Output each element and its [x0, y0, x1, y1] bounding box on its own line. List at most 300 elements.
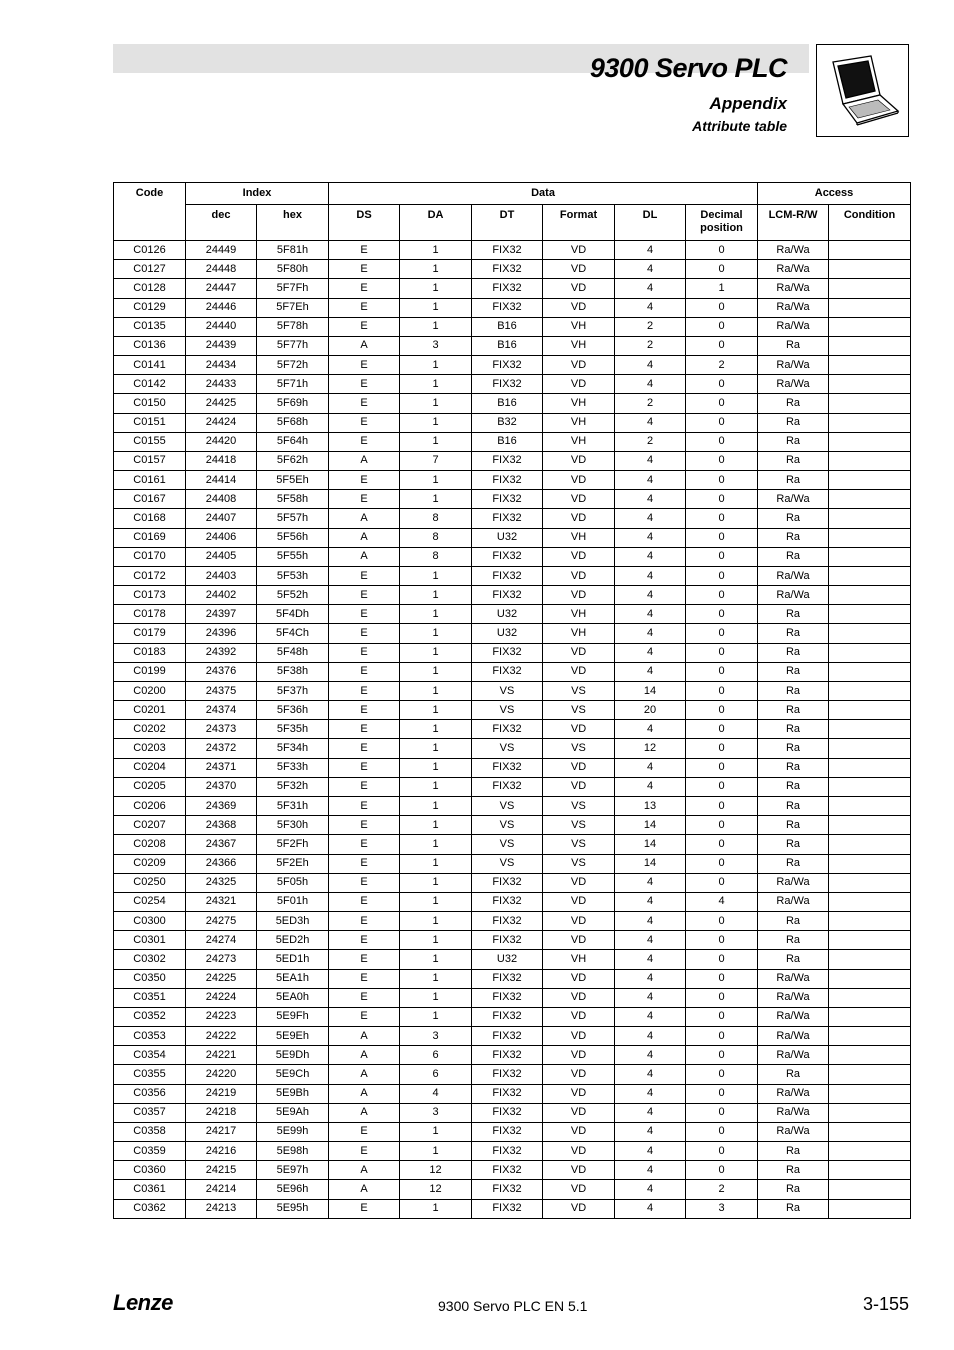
cell-code: C0183: [114, 643, 186, 662]
cell-code: C0151: [114, 413, 186, 432]
cell-da: 1: [400, 566, 472, 585]
cell-condition: [829, 835, 911, 854]
cell-dec: 24374: [186, 701, 257, 720]
table-row: [114, 1007, 911, 1026]
cell-ds: E: [329, 471, 400, 490]
cell-dl: 4: [615, 528, 686, 547]
cell-code: C0351: [114, 988, 186, 1007]
table-row: [114, 336, 911, 355]
table-row: [114, 988, 911, 1007]
cell-decimal-position: 0: [686, 988, 758, 1007]
cell-code: C0201: [114, 701, 186, 720]
cell-dl: 4: [615, 260, 686, 279]
cell-format: VD: [543, 777, 615, 796]
table-row: [114, 1027, 911, 1046]
cell-format: VD: [543, 1180, 615, 1199]
cell-lcm-rw: Ra: [758, 816, 829, 835]
cell-format: VD: [543, 643, 615, 662]
cell-da: 8: [400, 547, 472, 566]
cell-dt: FIX32: [472, 1180, 543, 1199]
table-row: [114, 432, 911, 451]
laptop-icon: [816, 44, 909, 137]
cell-ds: A: [329, 509, 400, 528]
table-row: [114, 317, 911, 336]
cell-code: C0167: [114, 490, 186, 509]
cell-dec: 24446: [186, 298, 257, 317]
cell-ds: E: [329, 931, 400, 950]
cell-hex: 5F4Ch: [257, 624, 329, 643]
cell-hex: 5F64h: [257, 432, 329, 451]
cell-ds: E: [329, 701, 400, 720]
cell-lcm-rw: Ra: [758, 528, 829, 547]
cell-condition: [829, 605, 911, 624]
cell-code: C0301: [114, 931, 186, 950]
cell-format: VH: [543, 605, 615, 624]
cell-condition: [829, 758, 911, 777]
cell-dl: 4: [615, 777, 686, 796]
cell-da: 1: [400, 1142, 472, 1161]
cell-ds: E: [329, 1007, 400, 1026]
cell-da: 1: [400, 1122, 472, 1141]
cell-format: VD: [543, 1027, 615, 1046]
cell-dt: FIX32: [472, 758, 543, 777]
cell-lcm-rw: Ra/Wa: [758, 490, 829, 509]
table-row: [114, 1199, 911, 1218]
cell-condition: [829, 1199, 911, 1218]
cell-dl: 4: [615, 375, 686, 394]
cell-hex: 5F55h: [257, 547, 329, 566]
cell-lcm-rw: Ra: [758, 739, 829, 758]
table-row: [114, 547, 911, 566]
cell-dl: 14: [615, 816, 686, 835]
cell-lcm-rw: Ra: [758, 950, 829, 969]
cell-da: 1: [400, 490, 472, 509]
cell-ds: E: [329, 279, 400, 298]
cell-ds: E: [329, 432, 400, 451]
cell-dl: 2: [615, 432, 686, 451]
cell-dt: FIX32: [472, 720, 543, 739]
lenze-logo: Lenze: [113, 1290, 173, 1315]
cell-da: 1: [400, 432, 472, 451]
cell-dl: 4: [615, 1103, 686, 1122]
cell-lcm-rw: Ra: [758, 777, 829, 796]
cell-ds: A: [329, 547, 400, 566]
table-row: [114, 1142, 911, 1161]
cell-format: VH: [543, 394, 615, 413]
cell-dec: 24373: [186, 720, 257, 739]
cell-format: VS: [543, 681, 615, 700]
cell-ds: E: [329, 356, 400, 375]
cell-dl: 4: [615, 1161, 686, 1180]
cell-lcm-rw: Ra: [758, 796, 829, 815]
cell-dec: 24403: [186, 566, 257, 585]
cell-dl: 4: [615, 969, 686, 988]
cell-dec: 24321: [186, 892, 257, 911]
cell-hex: 5ED1h: [257, 950, 329, 969]
cell-format: VD: [543, 988, 615, 1007]
cell-lcm-rw: Ra: [758, 701, 829, 720]
cell-ds: E: [329, 1142, 400, 1161]
table-row: [114, 931, 911, 950]
cell-decimal-position: 0: [686, 681, 758, 700]
table-row: [114, 451, 911, 470]
cell-format: VD: [543, 662, 615, 681]
cell-dec: 24439: [186, 336, 257, 355]
column-header-condition: Condition: [829, 205, 911, 241]
cell-condition: [829, 950, 911, 969]
cell-dl: 14: [615, 681, 686, 700]
cell-hex: 5F77h: [257, 336, 329, 355]
cell-lcm-rw: Ra/Wa: [758, 586, 829, 605]
cell-da: 1: [400, 241, 472, 260]
cell-code: C0302: [114, 950, 186, 969]
cell-ds: E: [329, 413, 400, 432]
cell-ds: E: [329, 298, 400, 317]
cell-dt: FIX32: [472, 586, 543, 605]
header-row-groups: [114, 183, 911, 205]
table-row: [114, 1046, 911, 1065]
cell-dt: B16: [472, 394, 543, 413]
page-title: 9300 Servo PLC: [589, 53, 787, 83]
cell-lcm-rw: Ra: [758, 854, 829, 873]
cell-dt: U32: [472, 624, 543, 643]
table-row: [114, 892, 911, 911]
cell-condition: [829, 375, 911, 394]
cell-decimal-position: 0: [686, 547, 758, 566]
cell-format: VD: [543, 566, 615, 585]
cell-code: C0170: [114, 547, 186, 566]
cell-hex: 5F34h: [257, 739, 329, 758]
cell-hex: 5E9Dh: [257, 1046, 329, 1065]
cell-ds: E: [329, 566, 400, 585]
cell-dec: 24275: [186, 912, 257, 931]
table-row: [114, 816, 911, 835]
cell-dl: 4: [615, 451, 686, 470]
cell-lcm-rw: Ra/Wa: [758, 279, 829, 298]
cell-dec: 24414: [186, 471, 257, 490]
cell-code: C0136: [114, 336, 186, 355]
table-row: [114, 1084, 911, 1103]
cell-format: VS: [543, 816, 615, 835]
cell-format: VD: [543, 873, 615, 892]
cell-da: 1: [400, 1199, 472, 1218]
cell-code: C0155: [114, 432, 186, 451]
cell-dec: 24218: [186, 1103, 257, 1122]
cell-lcm-rw: Ra: [758, 432, 829, 451]
cell-da: 1: [400, 873, 472, 892]
cell-format: VS: [543, 796, 615, 815]
cell-da: 12: [400, 1161, 472, 1180]
cell-decimal-position: 0: [686, 816, 758, 835]
column-header-da: DA: [400, 205, 472, 241]
cell-ds: A: [329, 1084, 400, 1103]
cell-code: C0362: [114, 1199, 186, 1218]
cell-dec: 24369: [186, 796, 257, 815]
cell-dec: 24223: [186, 1007, 257, 1026]
table-row: [114, 605, 911, 624]
cell-condition: [829, 298, 911, 317]
cell-format: VD: [543, 490, 615, 509]
cell-dec: 24406: [186, 528, 257, 547]
cell-code: C0161: [114, 471, 186, 490]
cell-condition: [829, 892, 911, 911]
cell-dt: VS: [472, 701, 543, 720]
cell-dl: 2: [615, 317, 686, 336]
cell-dec: 24408: [186, 490, 257, 509]
cell-lcm-rw: Ra/Wa: [758, 317, 829, 336]
cell-dec: 24274: [186, 931, 257, 950]
cell-code: C0300: [114, 912, 186, 931]
cell-condition: [829, 1065, 911, 1084]
column-header-dl: DL: [615, 205, 686, 241]
cell-dt: FIX32: [472, 1027, 543, 1046]
cell-da: 1: [400, 701, 472, 720]
cell-ds: E: [329, 586, 400, 605]
cell-lcm-rw: Ra: [758, 394, 829, 413]
cell-code: C0135: [114, 317, 186, 336]
cell-dt: FIX32: [472, 471, 543, 490]
cell-format: VD: [543, 892, 615, 911]
cell-hex: 5E98h: [257, 1142, 329, 1161]
cell-ds: E: [329, 1199, 400, 1218]
cell-dl: 4: [615, 873, 686, 892]
table-row: [114, 375, 911, 394]
table-row: [114, 298, 911, 317]
cell-code: C0207: [114, 816, 186, 835]
cell-da: 1: [400, 375, 472, 394]
cell-ds: E: [329, 777, 400, 796]
cell-dl: 4: [615, 931, 686, 950]
cell-condition: [829, 643, 911, 662]
cell-dt: FIX32: [472, 988, 543, 1007]
cell-dec: 24214: [186, 1180, 257, 1199]
cell-ds: E: [329, 892, 400, 911]
table-row: [114, 394, 911, 413]
cell-lcm-rw: Ra/Wa: [758, 356, 829, 375]
cell-dec: 24407: [186, 509, 257, 528]
cell-da: 1: [400, 1007, 472, 1026]
cell-format: VD: [543, 586, 615, 605]
header-row-columns: [114, 205, 911, 241]
column-header-dec: dec: [186, 205, 257, 241]
cell-lcm-rw: Ra/Wa: [758, 969, 829, 988]
cell-decimal-position: 0: [686, 624, 758, 643]
cell-ds: E: [329, 375, 400, 394]
cell-da: 1: [400, 681, 472, 700]
cell-ds: A: [329, 1046, 400, 1065]
cell-code: C0204: [114, 758, 186, 777]
cell-dl: 4: [615, 605, 686, 624]
cell-decimal-position: 0: [686, 566, 758, 585]
cell-hex: 5F58h: [257, 490, 329, 509]
cell-condition: [829, 1046, 911, 1065]
cell-ds: E: [329, 241, 400, 260]
cell-ds: E: [329, 950, 400, 969]
cell-hex: 5ED3h: [257, 912, 329, 931]
cell-hex: 5E96h: [257, 1180, 329, 1199]
cell-code: C0352: [114, 1007, 186, 1026]
cell-lcm-rw: Ra: [758, 451, 829, 470]
cell-dec: 24366: [186, 854, 257, 873]
cell-decimal-position: 1: [686, 279, 758, 298]
cell-da: 4: [400, 1084, 472, 1103]
cell-decimal-position: 0: [686, 931, 758, 950]
cell-hex: 5EA1h: [257, 969, 329, 988]
cell-dl: 13: [615, 796, 686, 815]
cell-condition: [829, 624, 911, 643]
cell-format: VD: [543, 375, 615, 394]
cell-code: C0172: [114, 566, 186, 585]
cell-dl: 12: [615, 739, 686, 758]
cell-hex: 5E9Ch: [257, 1065, 329, 1084]
cell-format: VS: [543, 835, 615, 854]
table-row: [114, 566, 911, 585]
cell-dec: 24370: [186, 777, 257, 796]
cell-format: VD: [543, 931, 615, 950]
cell-da: 1: [400, 394, 472, 413]
cell-format: VD: [543, 241, 615, 260]
cell-da: 3: [400, 1027, 472, 1046]
table-row: [114, 643, 911, 662]
cell-dl: 4: [615, 912, 686, 931]
cell-code: C0173: [114, 586, 186, 605]
cell-ds: A: [329, 528, 400, 547]
cell-condition: [829, 528, 911, 547]
cell-da: 7: [400, 451, 472, 470]
cell-decimal-position: 0: [686, 490, 758, 509]
cell-decimal-position: 0: [686, 1046, 758, 1065]
cell-dec: 24219: [186, 1084, 257, 1103]
cell-condition: [829, 969, 911, 988]
cell-dec: 24447: [186, 279, 257, 298]
cell-dl: 4: [615, 1199, 686, 1218]
cell-decimal-position: 0: [686, 662, 758, 681]
cell-da: 1: [400, 279, 472, 298]
cell-condition: [829, 1007, 911, 1026]
column-header-code: Code: [114, 183, 186, 241]
cell-da: 1: [400, 796, 472, 815]
cell-dec: 24440: [186, 317, 257, 336]
cell-da: 1: [400, 950, 472, 969]
subsection-title: Attribute table: [692, 118, 787, 134]
table-row: [114, 777, 911, 796]
cell-decimal-position: 0: [686, 969, 758, 988]
cell-hex: 5F2Eh: [257, 854, 329, 873]
cell-decimal-position: 0: [686, 1122, 758, 1141]
cell-dt: FIX32: [472, 662, 543, 681]
cell-hex: 5F7Eh: [257, 298, 329, 317]
cell-dt: FIX32: [472, 547, 543, 566]
cell-lcm-rw: Ra: [758, 835, 829, 854]
cell-dec: 24368: [186, 816, 257, 835]
cell-dt: FIX32: [472, 777, 543, 796]
cell-decimal-position: 0: [686, 394, 758, 413]
table-row: [114, 490, 911, 509]
cell-dl: 4: [615, 586, 686, 605]
cell-dt: FIX32: [472, 892, 543, 911]
cell-dl: 4: [615, 662, 686, 681]
cell-condition: [829, 720, 911, 739]
cell-lcm-rw: Ra: [758, 413, 829, 432]
cell-hex: 5F72h: [257, 356, 329, 375]
cell-dt: FIX32: [472, 1065, 543, 1084]
cell-dec: 24367: [186, 835, 257, 854]
cell-ds: A: [329, 451, 400, 470]
cell-ds: E: [329, 758, 400, 777]
cell-da: 1: [400, 643, 472, 662]
cell-decimal-position: 0: [686, 1084, 758, 1103]
cell-condition: [829, 854, 911, 873]
cell-lcm-rw: Ra: [758, 681, 829, 700]
cell-condition: [829, 701, 911, 720]
cell-dec: 24397: [186, 605, 257, 624]
cell-hex: 5F37h: [257, 681, 329, 700]
cell-code: C0178: [114, 605, 186, 624]
cell-da: 1: [400, 720, 472, 739]
cell-hex: 5F81h: [257, 241, 329, 260]
cell-decimal-position: 2: [686, 356, 758, 375]
cell-condition: [829, 490, 911, 509]
cell-dec: 24424: [186, 413, 257, 432]
cell-hex: 5F05h: [257, 873, 329, 892]
document-id: 9300 Servo PLC EN 5.1: [438, 1298, 588, 1314]
table-row: [114, 471, 911, 490]
cell-da: 1: [400, 260, 472, 279]
cell-ds: E: [329, 720, 400, 739]
cell-code: C0157: [114, 451, 186, 470]
cell-lcm-rw: Ra: [758, 471, 829, 490]
table-row: [114, 950, 911, 969]
table-row: [114, 1103, 911, 1122]
cell-da: 1: [400, 471, 472, 490]
cell-lcm-rw: Ra: [758, 624, 829, 643]
cell-decimal-position: 0: [686, 451, 758, 470]
cell-dt: FIX32: [472, 490, 543, 509]
cell-lcm-rw: Ra/Wa: [758, 566, 829, 585]
cell-lcm-rw: Ra: [758, 509, 829, 528]
cell-da: 1: [400, 662, 472, 681]
cell-da: 1: [400, 298, 472, 317]
cell-dec: 24425: [186, 394, 257, 413]
cell-dt: FIX32: [472, 1142, 543, 1161]
cell-dec: 24405: [186, 547, 257, 566]
cell-dl: 4: [615, 1142, 686, 1161]
cell-dt: VS: [472, 854, 543, 873]
cell-dt: FIX32: [472, 1007, 543, 1026]
cell-dec: 24213: [186, 1199, 257, 1218]
table-row: [114, 509, 911, 528]
cell-hex: 5EA0h: [257, 988, 329, 1007]
cell-condition: [829, 796, 911, 815]
cell-format: VS: [543, 701, 615, 720]
cell-decimal-position: 0: [686, 777, 758, 796]
cell-code: C0129: [114, 298, 186, 317]
cell-decimal-position: 0: [686, 586, 758, 605]
cell-dec: 24217: [186, 1122, 257, 1141]
cell-format: VD: [543, 1103, 615, 1122]
cell-lcm-rw: Ra: [758, 1180, 829, 1199]
cell-decimal-position: 0: [686, 509, 758, 528]
cell-ds: E: [329, 643, 400, 662]
cell-da: 6: [400, 1046, 472, 1065]
cell-code: C0142: [114, 375, 186, 394]
cell-dt: FIX32: [472, 260, 543, 279]
cell-lcm-rw: Ra: [758, 662, 829, 681]
cell-ds: E: [329, 835, 400, 854]
cell-dec: 24434: [186, 356, 257, 375]
table-row: [114, 739, 911, 758]
cell-condition: [829, 1180, 911, 1199]
